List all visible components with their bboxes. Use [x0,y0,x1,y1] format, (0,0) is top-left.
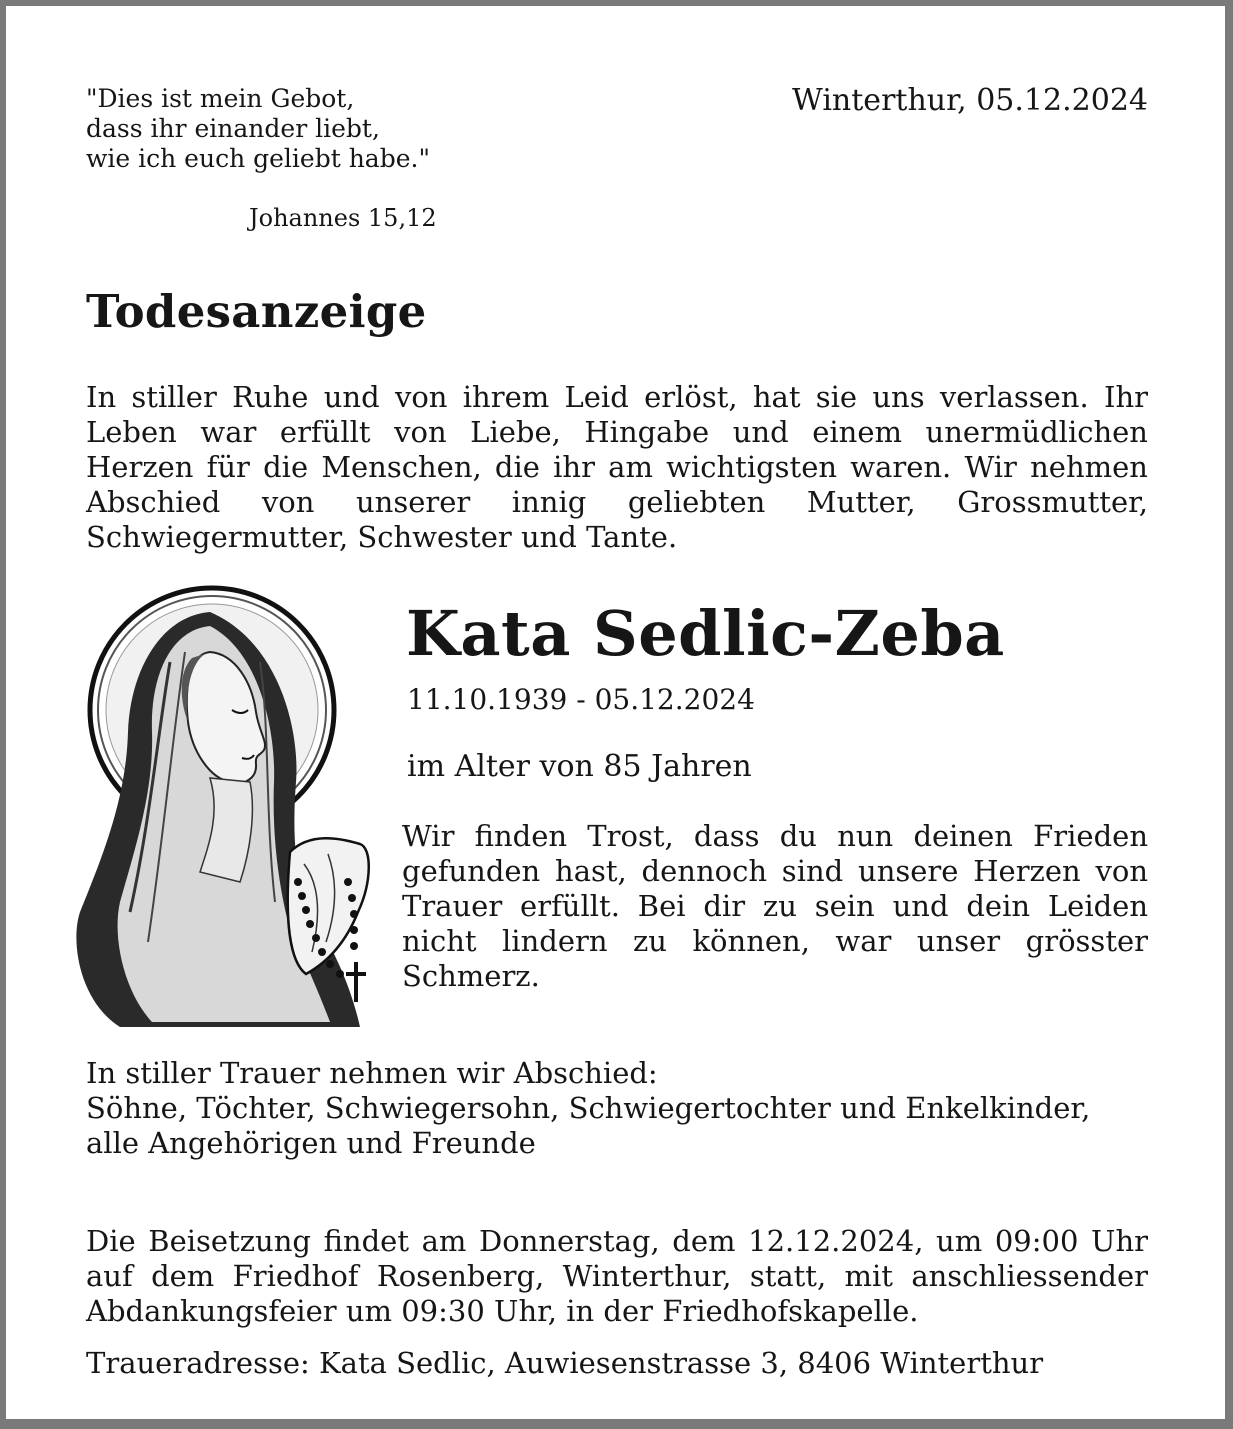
mourning-address: Traueradresse: Kata Sedlic, Auwiesenstrasse 3, 8406 Winterthur [86,1346,1044,1380]
burial-paragraph: Die Beisetzung findet am Donnerstag, dem 12.12.2024, um 09:00 Uhr auf dem Friedhof Rosenberg, Winterthur, statt, mit anschliessender Abdankungsfeier um 09:30 Uhr, in der Friedhofskapelle. [86,1224,1148,1328]
praying-madonna-image [60,582,390,1032]
page-title: Todesanzeige [86,285,427,338]
age-text: im Alter von 85 Jahren [407,749,752,784]
intro-paragraph: In stiller Ruhe und von ihrem Leid erlöst, hat sie uns verlassen. Ihr Leben war erfüllt von Liebe, Hingabe und einem unermüdlichen Herzen für die Menschen, die ihr am wichtigsten waren. Wir nehmen Abschied von unserer innig geliebten Mutter, Grossmutter, Schwiegermutter, Schwester und Tante. [86,380,1148,554]
bible-quote: "Dies ist mein Gebot, dass ihr einander liebt, wie ich euch geliebt habe." [86,84,430,173]
deceased-name: Kata Sedlic-Zeba [406,597,1005,670]
mourners-paragraph: In stiller Trauer nehmen wir Abschied: Söhne, Töchter, Schwiegersohn, Schwiegertochter und Enkelkinder, alle Angehörigen und Freunde [86,1056,1091,1160]
obituary-page [6,6,1225,1419]
comfort-paragraph: Wir finden Trost, dass du nun deinen Frieden gefunden hast, dennoch sind unsere Herzen von Trauer erfüllt. Bei dir zu sein und dein Leiden nicht lindern zu können, war unser grösster Schmerz. [402,819,1148,993]
place-date: Winterthur, 05.12.2024 [792,83,1148,118]
life-dates: 11.10.1939 - 05.12.2024 [407,683,755,716]
bible-quote-reference: Johannes 15,12 [249,204,437,232]
